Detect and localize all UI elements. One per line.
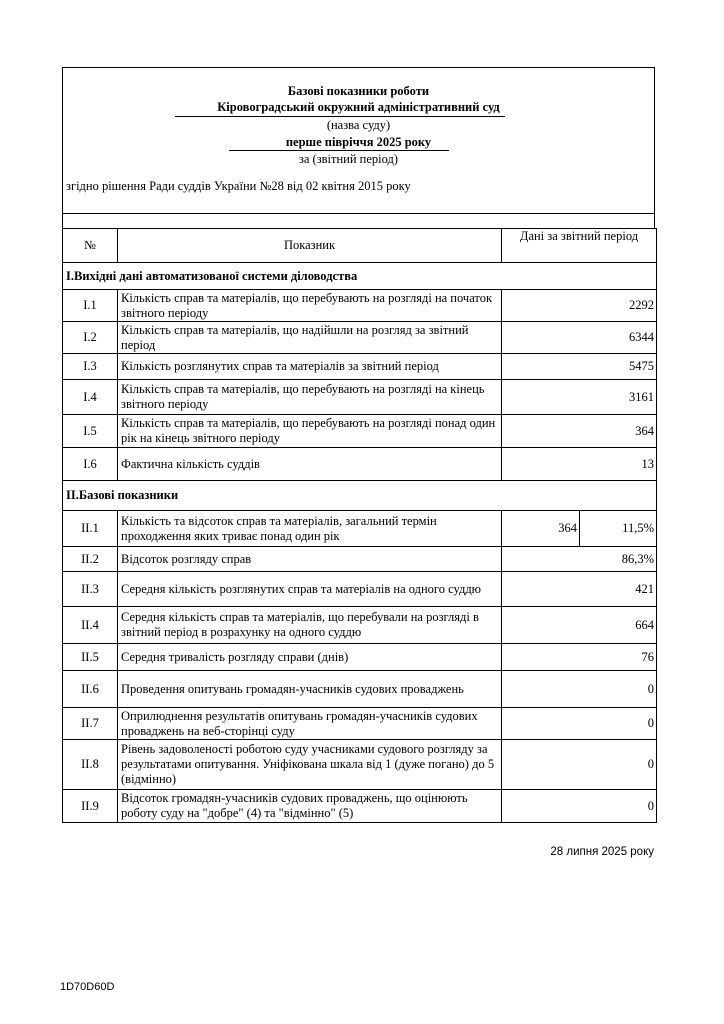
table-row [63,671,657,708]
row-value: 0 [502,740,657,790]
row-indicator: Проведення опитувань громадян-учасників судових проваджень [118,671,502,708]
row-number: II.2 [63,547,118,572]
row-number: I.5 [63,415,118,448]
row-value: 2292 [502,290,657,322]
row-number: I.4 [63,380,118,415]
row-indicator: Кількість справ та матеріалів, що перебувають на розгляді на кінець звітного періоду [118,380,502,415]
row-value-percent: 11,5% [580,511,657,547]
row-value: 421 [502,572,657,607]
row-number: I.1 [63,290,118,322]
row-number: II.6 [63,671,118,708]
report-period: перше півріччя 2025 року [285,135,432,149]
row-indicator: Кількість справ та матеріалів, що надійшли на розгляд за звітний період [118,322,502,354]
table-row [63,547,657,572]
court-underline [175,116,505,117]
row-number: I.2 [63,322,118,354]
row-value: 6344 [502,322,657,354]
table-row [63,380,657,415]
row-value: 13 [502,448,657,481]
table-row [63,572,657,607]
section-row [63,481,657,511]
row-indicator: Кількість та відсоток справ та матеріалів, загальний термін проходження яких триває понад один рік [118,511,502,547]
table-row [63,322,657,354]
table-header-row [63,229,657,263]
row-number: I.3 [63,354,118,380]
row-value: 3161 [502,380,657,415]
row-number: I.6 [63,448,118,481]
legal-basis: згідно рішення Ради суддів України №28 від 02 квітня 2015 року [66,179,411,193]
section-title-1: I.Вихідні дані автоматизованої системи діловодства [63,263,657,290]
row-number: II.8 [63,740,118,790]
row-indicator: Фактична кількість суддів [118,448,502,481]
report-date: 28 липня 2025 року [550,846,654,858]
section-title-2: II.Базові показники [63,481,657,511]
row-indicator: Відсоток розгляду справ [118,547,502,572]
period-underline [229,150,449,151]
court-name: Кіровоградський окружний адміністративний суд [217,100,500,114]
row-value-count: 364 [502,511,580,547]
table-row [63,290,657,322]
row-number: II.5 [63,644,118,671]
row-value: 86,3% [502,547,657,572]
row-value: 664 [502,607,657,644]
row-number: II.7 [63,708,118,740]
table-row [63,415,657,448]
column-header-indicator: Показник [118,229,502,263]
row-indicator: Середня тривалість розгляду справи (днів) [118,644,502,671]
row-number: II.4 [63,607,118,644]
row-indicator: Середня кількість розглянутих справ та матеріалів на одного суддю [118,572,502,607]
row-value: 0 [502,790,657,823]
row-number: II.9 [63,790,118,823]
row-value: 76 [502,644,657,671]
row-value: 0 [502,671,657,708]
table-row [63,740,657,790]
spacer-row [62,213,655,229]
section-row [63,263,657,290]
row-indicator: Кількість справ та матеріалів, що перебувають на розгляді на початок звітного періоду [118,290,502,322]
row-number: II.1 [63,511,118,547]
column-header-value: Дані за звітний період [502,229,657,263]
table-row [63,511,657,547]
indicators-table [62,228,657,823]
period-caption: за (звітний період) [298,152,399,166]
report-header [62,67,655,213]
table-row [63,448,657,481]
row-value: 0 [502,708,657,740]
row-indicator: Кількість розглянутих справ та матеріалів за звітний період [118,354,502,380]
row-indicator: Середня кількість справ та матеріалів, що перебували на розгляді в звітний період в розрахунку на одного суддю [118,607,502,644]
row-indicator: Відсоток громадян-учасників судових проваджень, що оцінюють роботу суду на "добре" (4) та "відмінно" (5) [118,790,502,823]
row-value: 5475 [502,354,657,380]
court-caption: (назва суду) [326,118,391,132]
table-row [63,708,657,740]
report-title: Базові показники роботи [287,84,430,98]
row-indicator: Оприлюднення результатів опитувань громадян-учасників судових проваджень на веб-сторінці суду [118,708,502,740]
row-value: 364 [502,415,657,448]
column-header-no: № [63,229,118,263]
row-indicator: Рівень задоволеності роботою суду учасниками судового розгляду за результатами опитування. Уніфікована шкала від 1 (дуже погано) до 5 (відмінно) [118,740,502,790]
table-row [63,644,657,671]
row-indicator: Кількість справ та матеріалів, що перебувають на розгляді понад один рік на кінець звітного періоду [118,415,502,448]
table-row [63,354,657,380]
table-row [63,790,657,823]
row-number: II.3 [63,572,118,607]
document-code: 1D70D60D [60,981,115,993]
table-row [63,607,657,644]
